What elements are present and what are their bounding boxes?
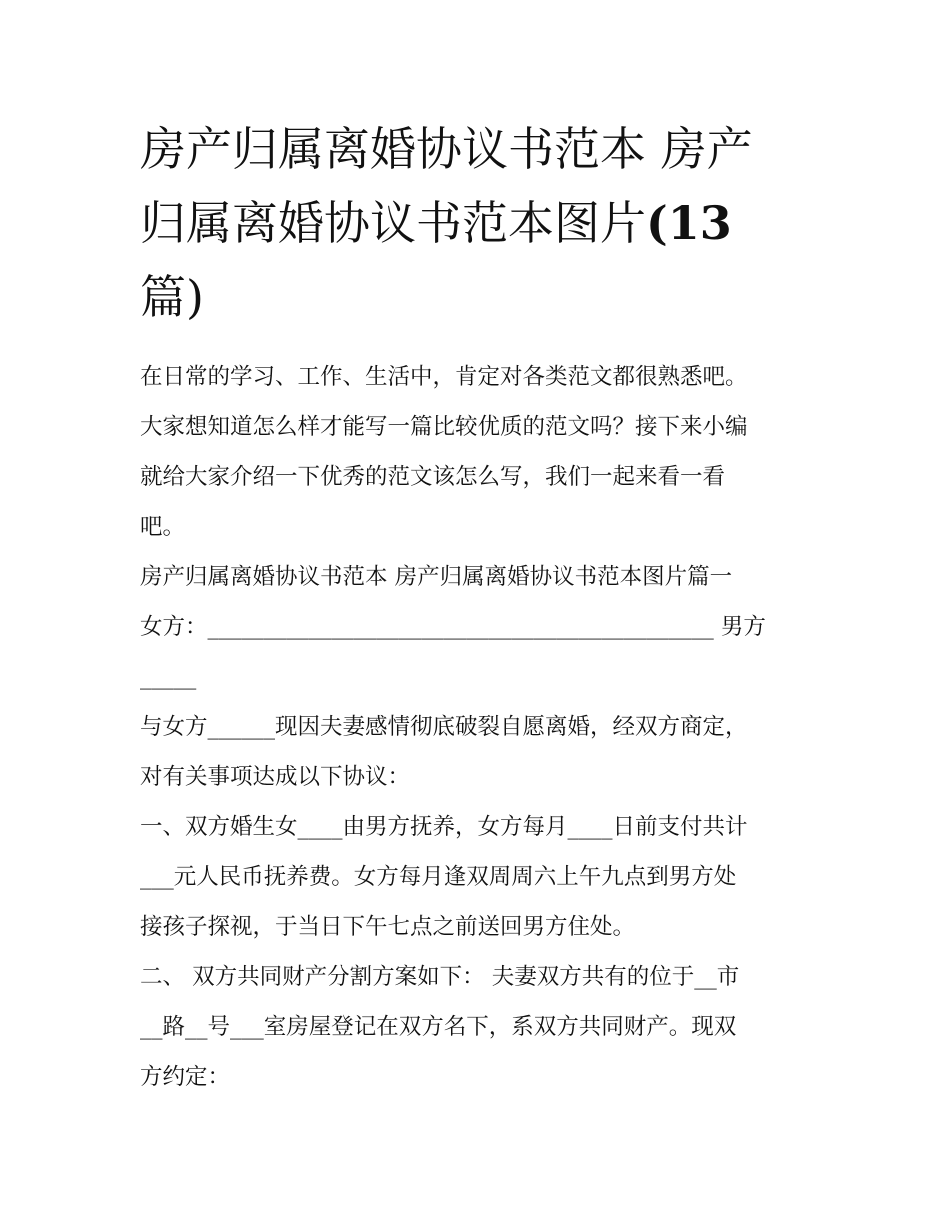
clause-1 [140, 802, 820, 952]
title-line-3: 篇) [140, 270, 204, 324]
preamble-paragraph [140, 702, 820, 802]
male-blank: _____ [140, 664, 197, 690]
female-blank: _____________________________________________ [207, 614, 714, 640]
intro-paragraph [140, 352, 820, 552]
clause-2-line-3: 方约定： [140, 1064, 231, 1090]
intro-line-2: 大家想知道怎么样才能写一篇比较优质的范文吗？接下来小编 [140, 414, 748, 440]
clause-2 [140, 952, 820, 1102]
title-line-2 [140, 186, 820, 260]
clause-1-line-3: 接孩子探视，于当日下午七点之前送回男方住处。 [140, 914, 636, 940]
intro-line-3: 就给大家介绍一下优秀的范文该怎么写，我们一起来看一看 [140, 464, 726, 490]
intro-line-1: 在日常的学习、工作、生活中，肯定对各类范文都很熟悉吧。 [140, 364, 748, 390]
clause-1-line-1: 一、双方婚生女____由男方抚养，女方每月____日前支付共计 [140, 814, 748, 840]
clause-1-line-2: ___元人民币抚养费。女方每月逢双周周六上午九点到男方处 [140, 864, 737, 890]
document-title [140, 112, 820, 334]
parties-line [140, 602, 820, 702]
clause-2-line-2: __路__号___室房屋登记在双方名下，系双方共同财产。现双 [140, 1014, 737, 1040]
intro-line-4: 吧。 [140, 514, 186, 540]
preamble-line-2: 对有关事项达成以下协议： [140, 764, 411, 790]
document-page [140, 112, 820, 1102]
document-body [140, 352, 820, 1102]
female-label: 女方： [140, 614, 208, 640]
male-label: 男方 [713, 614, 766, 640]
preamble-line-1: 与女方______现因夫妻感情彻底破裂自愿离婚，经双方商定， [140, 714, 748, 740]
title-line-2-text: 归属离婚协议书范本图片 [140, 196, 646, 250]
party-row [140, 602, 820, 652]
title-count: (13 [646, 196, 732, 250]
title-line-1: 房产归属离婚协议书范本 房产 [140, 122, 753, 176]
clause-2-line-1: 二、 双方共同财产分割方案如下： 夫妻双方共有的位于__市 [140, 964, 740, 990]
section-heading: 房产归属离婚协议书范本 房产归属离婚协议书范本图片篇一 [140, 564, 733, 590]
